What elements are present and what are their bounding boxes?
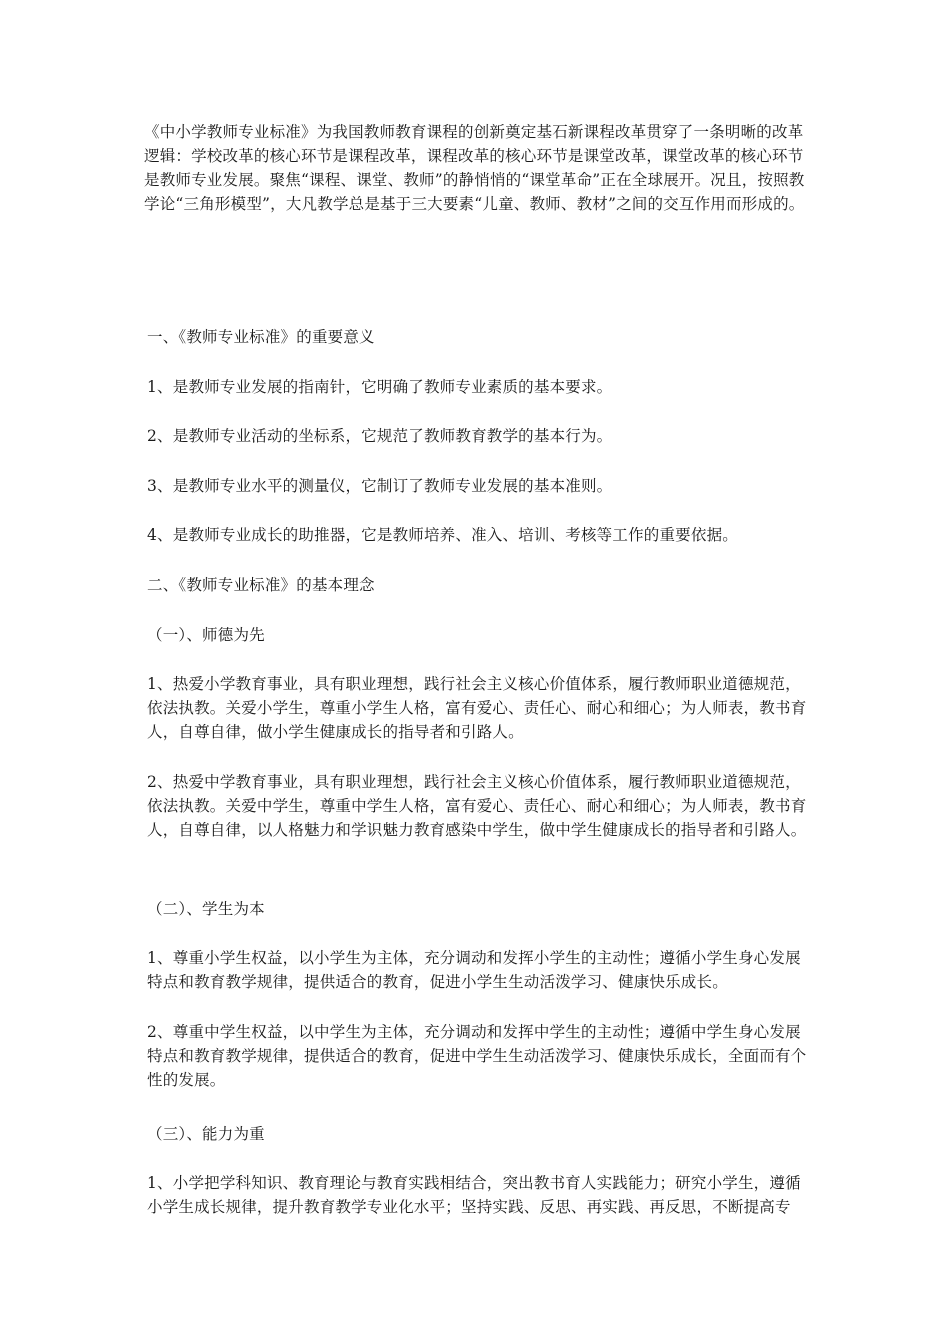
subsection-heading-ability: （三）、能力为重 [147, 1125, 265, 1143]
list-item: 2、热爱中学教育事业，具有职业理想，践行社会主义核心价值体系，履行教师职业道德规范，依法执教。关爱中学生，尊重中学生人格，富有爱心、责任心、耐心和细心；为人师表，教书育人，自尊自律，以人格魅力和学识魅力教育感染中学生，做中学生健康成长的指导者和引路人。 [147, 773, 807, 839]
list-item: 1、热爱小学教育事业，具有职业理想，践行社会主义核心价值体系，履行教师职业道德规范，依法执教。关爱小学生，尊重小学生人格，富有爱心、责任心、耐心和细心；为人师表，教书育人，自尊自律，做小学生健康成长的指导者和引路人。 [147, 675, 807, 741]
list-item: 2、尊重中学生权益，以中学生为主体，充分调动和发挥中学生的主动性；遵循中学生身心发展特点和教育教学规律，提供适合的教育，促进中学生生动活泼学习、健康快乐成长，全面而有个性的发展。 [147, 1023, 807, 1089]
subsection-heading-student-centered: （二）、学生为本 [147, 900, 265, 918]
section-heading-significance: 一、《教师专业标准》的重要意义 [147, 328, 375, 346]
section-heading-concepts: 二、《教师专业标准》的基本理念 [147, 576, 375, 594]
list-item: 2、是教师专业活动的坐标系，它规范了教师教育教学的基本行为。 [147, 427, 613, 445]
subsection-heading-ethics: （一）、师德为先 [147, 626, 265, 644]
list-item: 1、尊重小学生权益，以小学生为主体，充分调动和发挥小学生的主动性；遵循小学生身心发展特点和教育教学规律，提供适合的教育，促进小学生生动活泼学习、健康快乐成长。 [147, 949, 801, 991]
list-item: 1、是教师专业发展的指南针，它明确了教师专业素质的基本要求。 [147, 378, 613, 396]
list-item: 1、小学把学科知识、教育理论与教育实践相结合，突出教书育人实践能力；研究小学生，遵循小学生成长规律，提升教育教学专业化水平；坚持实践、反思、再实践、再反思，不断提高专 [147, 1174, 801, 1216]
intro-paragraph: 《中小学教师专业标准》为我国教师教育课程的创新奠定基石新课程改革贯穿了一条明晰的改革逻辑：学校改革的核心环节是课程改革，课程改革的核心环节是课堂改革，课堂改革的核心环节是教师专业发展。聚焦“课程、课堂、教师”的静悄悄的“课堂革命”正在全球展开。况且，按照教学论“三角形模型”，大凡教学总是基于三大要素“儿童、教师、教材”之间的交互作用而形成的。 [144, 123, 805, 213]
list-item: 3、是教师专业水平的测量仪，它制订了教师专业发展的基本准则。 [147, 477, 613, 495]
list-item: 4、是教师专业成长的助推器，它是教师培养、准入、培训、考核等工作的重要依据。 [147, 526, 738, 544]
